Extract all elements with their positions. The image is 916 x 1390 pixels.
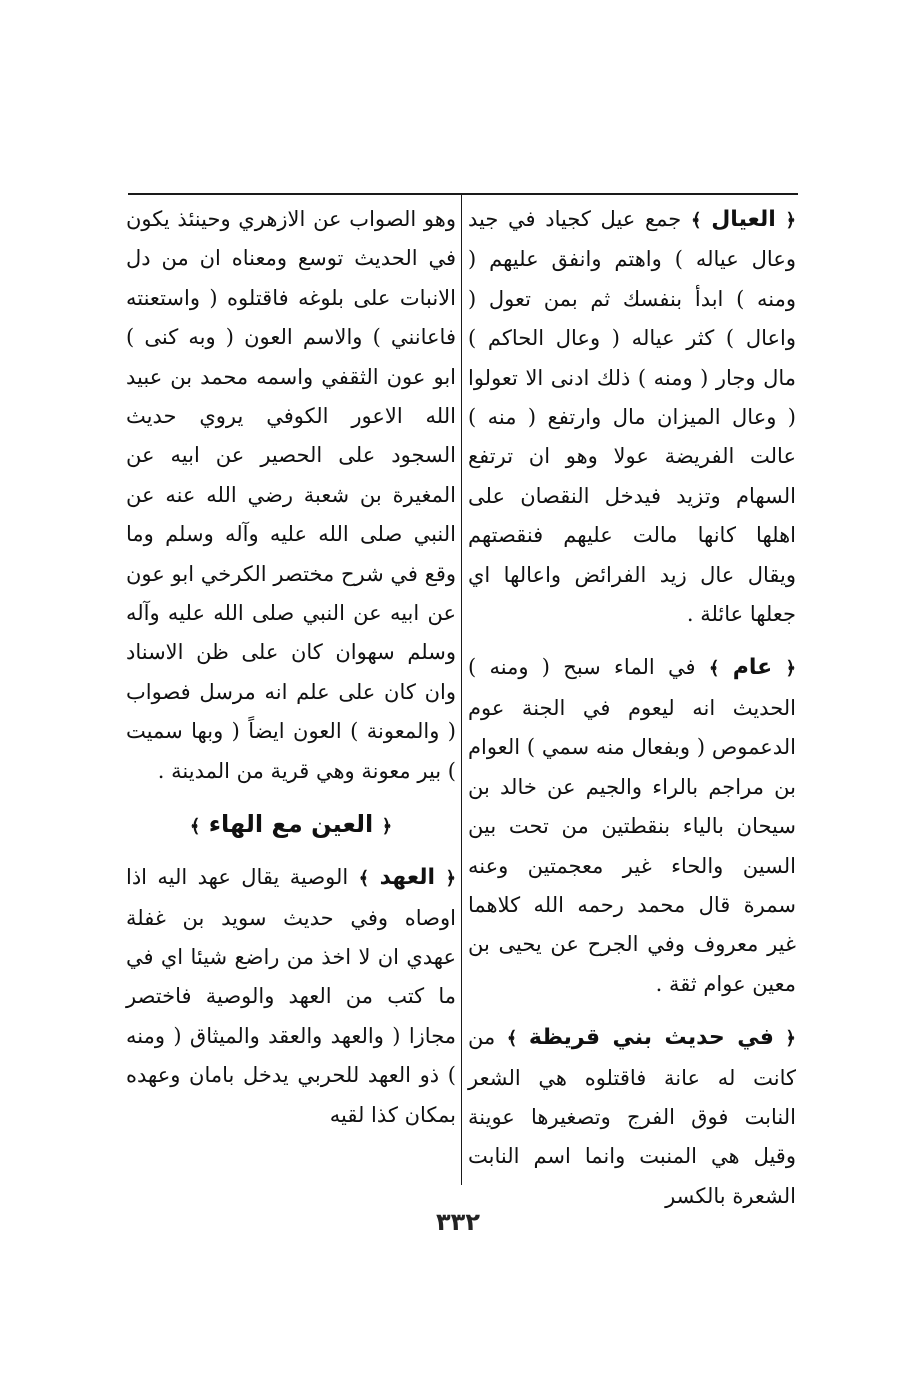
ornament-close: ﴾ (690, 210, 702, 231)
right-column (468, 200, 796, 1216)
section-heading (126, 803, 456, 848)
entry-ahd (126, 858, 456, 1135)
page-number: ٣٣٢ (436, 1208, 480, 1236)
ornament-open: ﴿ (445, 868, 456, 890)
entry-ahd-text: الوصية يقال عهد اليه اذا اوصاه وفي حديث سويد بن غفلة عهدي ان لا اخذ من راضع شيئا اي في ما كتب من العهد والوصية فاختصر مجازا ( والعهد والعقد والميثاق ( ومنه ) ذو العهد للحربي يدخل بامان وعهده بمكان كذا لقيه (126, 865, 456, 1127)
entry-aam-text: في الماء سبح ( ومنه ) الحديث انه ليعوم في الجنة عوم الدعموص ( وبفعال منه سمي ) العوام بن مراجم بالراء والجيم عن خالد بن سيحان بالياء بنقطتين من تحت بين السين والحاء غير معجمتين وعنه سمرة قال محمد رحمه الله كلاهما غير معروف وفي الجرح عن يحيى بن معين عوام ثقة . (468, 655, 796, 996)
top-rule (128, 193, 798, 195)
column-divider (461, 195, 462, 1185)
entry-aam (468, 648, 796, 1004)
ornament-close: ﴾ (189, 816, 201, 838)
entry-iyal-text: جمع عيل كجياد في جيد وعال عياله ) واهتم وانفق عليهم ( ومنه ) ابدأ بنفسك ثم بمن تعول ( واعال ) كثر عياله ( وعال الحاكم ) مال وجار ( ومنه ) ذلك ادنى الا تعولوا ( وعال الميزان مال وارتفع ( منه ) عالت الفريضة عولا وهو ان ترتفع السهام وتزيد فيدخل النقصان على اهلها كانها مالت عليهم فنقصتهم ويقال عال زيد الفرائض واعالها اي جعلها عائلة . (468, 207, 796, 627)
headword-iyal: العيال (711, 207, 776, 232)
left-column (126, 200, 456, 1135)
entry-qurayza (468, 1018, 796, 1216)
ornament-open: ﴿ (785, 1028, 796, 1050)
continuation-paragraph: وهو الصواب عن الازهري وحينئذ يكون في الحديث توسع ومعناه ان من دل الانبات على بلوغه فاقتلوه ( واستعنته فاعانني ) والاسم العون ( وبه كنى ) ابو عون الثقفي واسمه محمد بن عبيد الله الاعور الكوفي يروي حديث السجود على الحصير عن ابيه عن المغيرة بن شعبة رضي الله عنه عن النبي صلى الله عليه وآله وسلم وما وقع في شرح مختصر الكرخي ابو عون عن ابيه عن النبي صلى الله عليه وآله وسلم سهوان كان على ظن الاسناد وان كان على علم انه مرسل فصواب ( والمعونة ) العون ايضاً ( وبها سميت ) بير معونة وهي قرية من المدينة . (126, 207, 456, 783)
headword-ahd: العهد (379, 865, 436, 891)
entry-iyal (468, 200, 796, 634)
ornament-open: ﴿ (381, 816, 393, 838)
headword-qurayza: في حديث بني قريظة (528, 1025, 774, 1051)
ornament-open: ﴿ (785, 658, 796, 680)
section-heading-text: العين مع الهاء (208, 810, 374, 839)
entry-qurayza-text: من كانت له عانة فاقتلوه هي الشعر النابت فوق الفرج وتصغيرها عوينة وقيل هي المنبت وانما اسم النابت الشعرة بالكسر (468, 1025, 796, 1208)
ornament-close: ﴾ (708, 658, 720, 680)
headword-aam: عام (732, 655, 773, 681)
ornament-open: ﴿ (785, 210, 797, 231)
ornament-close: ﴾ (358, 868, 370, 890)
ornament-close: ﴾ (506, 1028, 518, 1050)
